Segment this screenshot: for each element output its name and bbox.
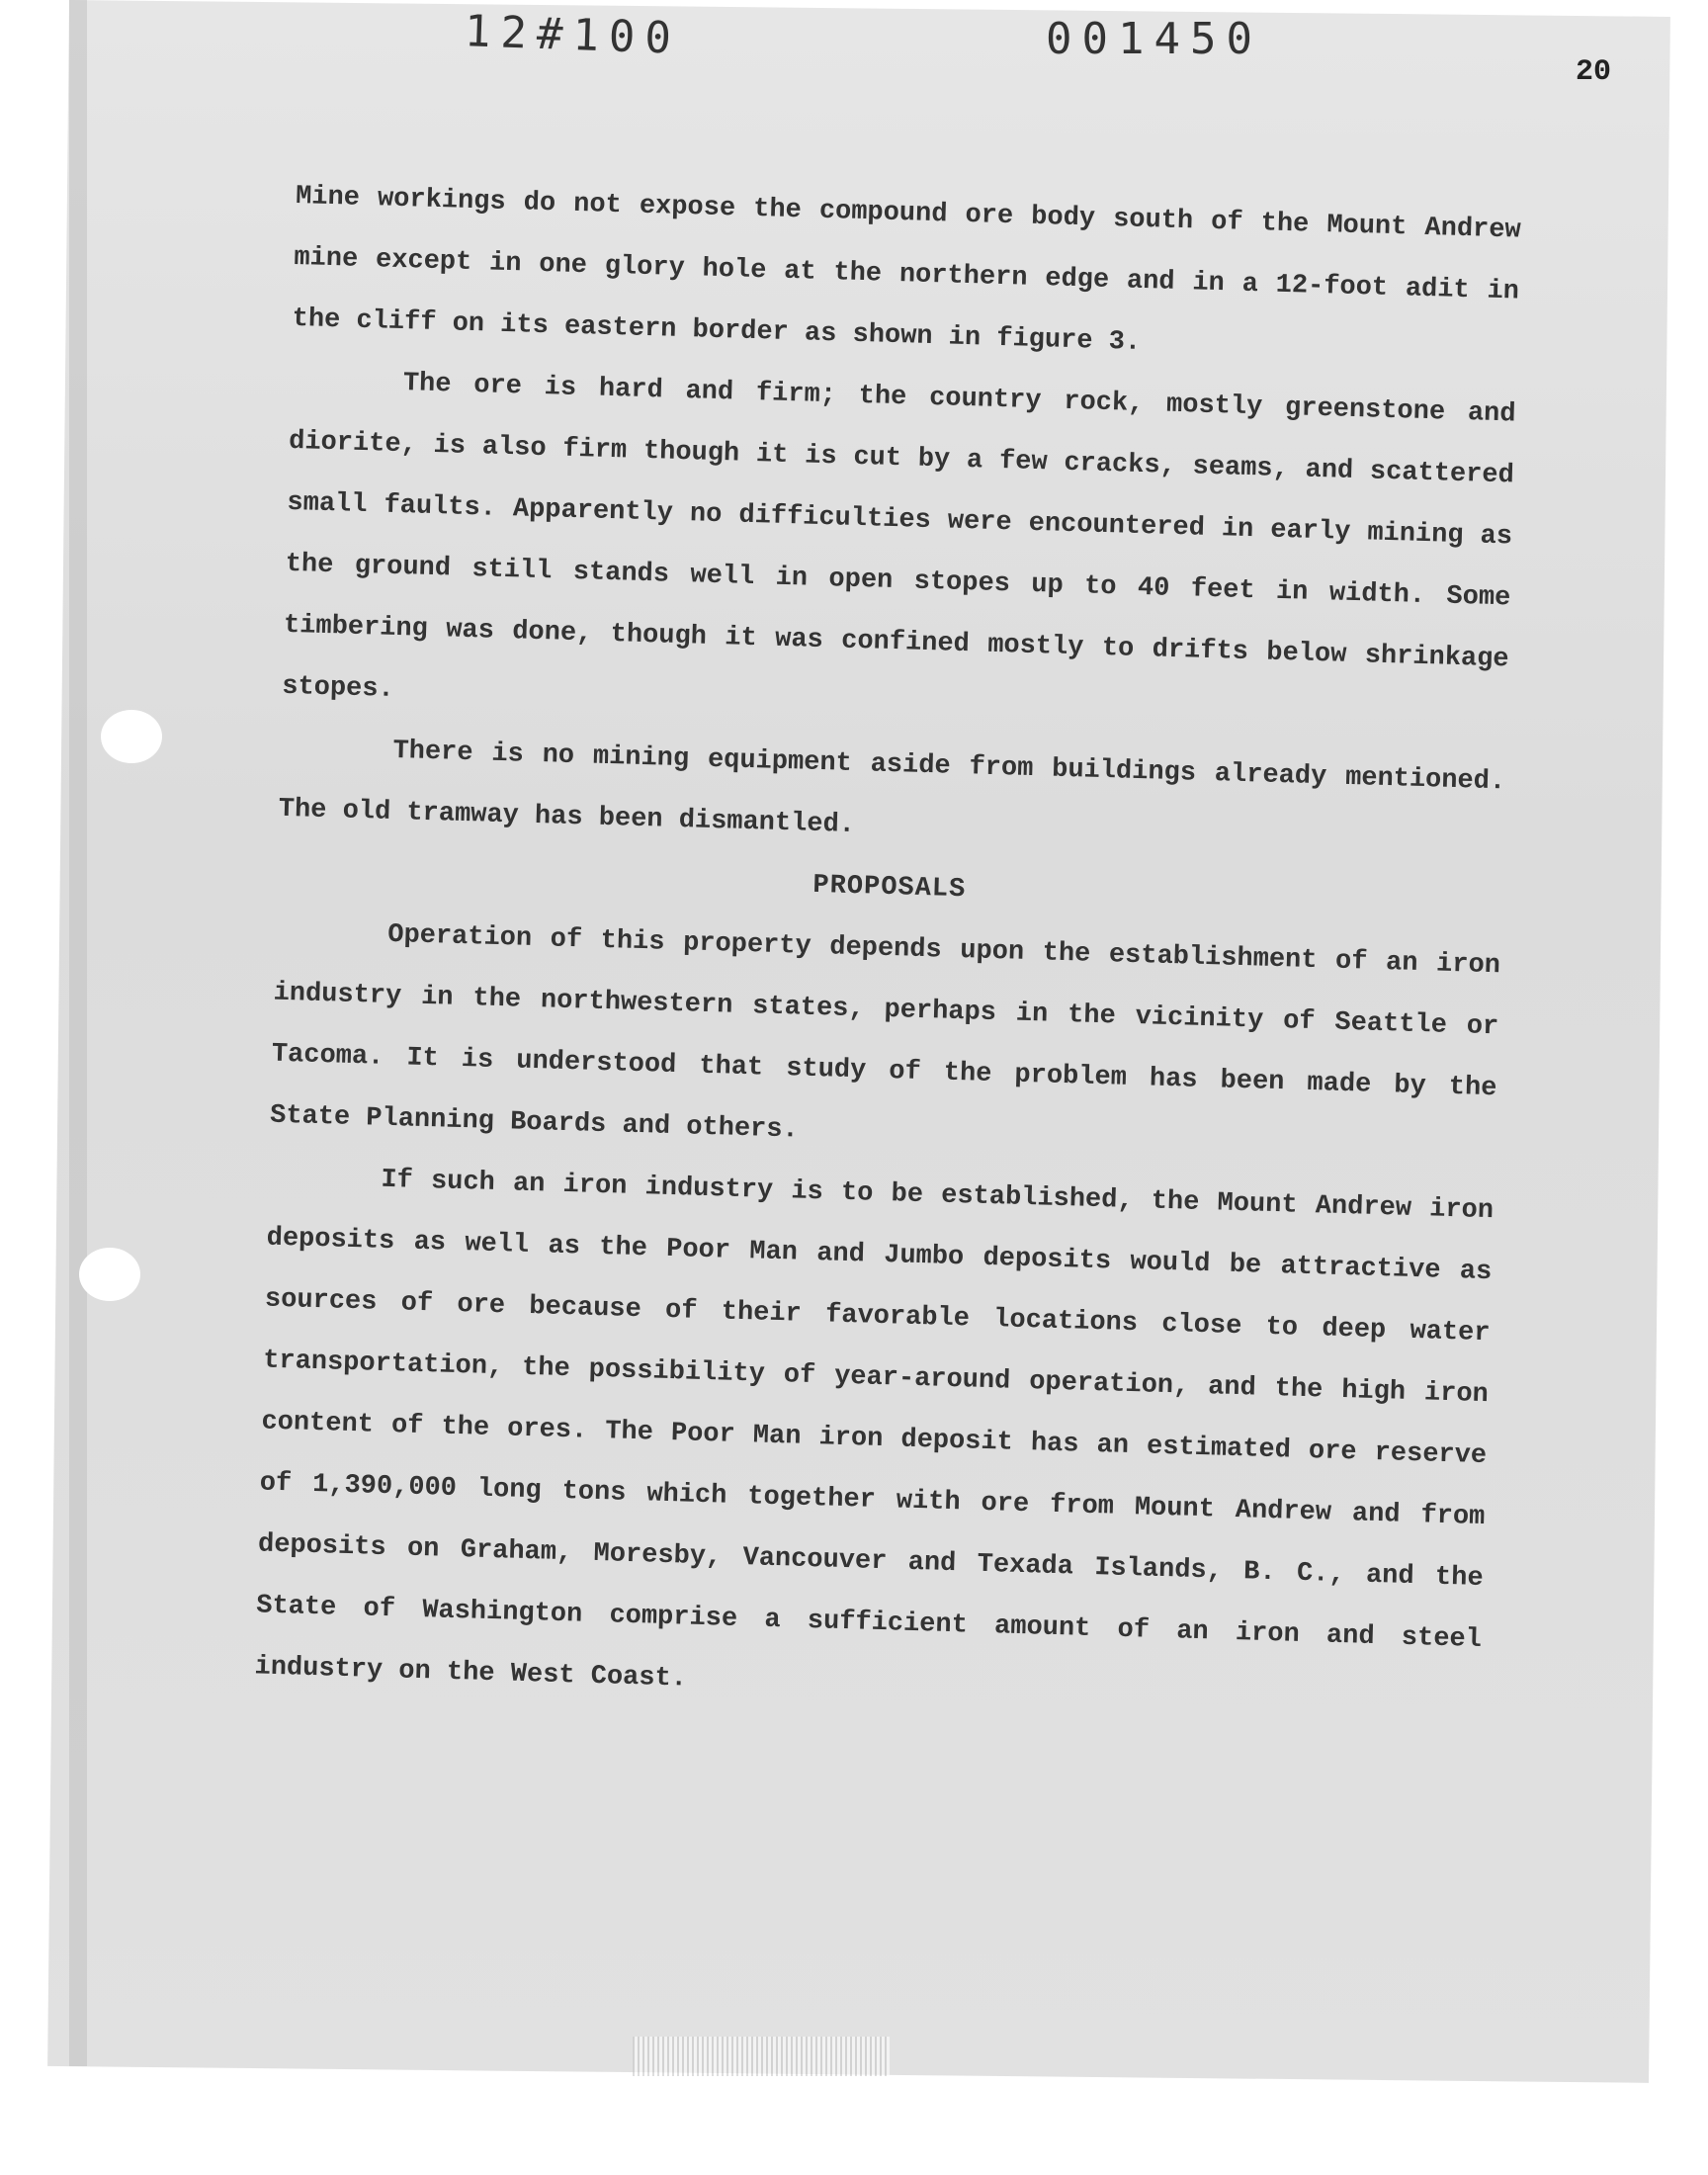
section-heading-proposals: PROPOSALS (812, 870, 967, 906)
document-body (254, 166, 1522, 1732)
page-number: 20 (1576, 55, 1612, 89)
punch-hole-top (101, 710, 162, 763)
punch-hole-bottom (79, 1248, 140, 1301)
paragraph-equipment: There is no mining equipment aside from buildings already mentioned. The old tramway has been dismantled. (278, 736, 1506, 841)
sheet-edge-shadow (69, 0, 87, 2066)
stamp-right: 001450 (1046, 14, 1262, 64)
paragraph-operation: Operation of this property depends upon the establishment of an iron industry in the northwestern states, perhaps in the vicinity of Seattle or Tacoma. It is understood that study of the problem has been made by the State Planning Boards and others. (269, 919, 1501, 1146)
stamp-left: 12#100 (464, 6, 682, 64)
paragraph-iron-industry: If such an iron industry is to be established, the Mount Andrew iron deposits as well as the Poor Man and Jumbo deposits would be attractive as sources of ore because of their favorable locations close to deep water transportation, the possibility of year-around operation, and the high iron content of the ores. The Poor Man iron deposit has an estimated ore reserve of 1,390,000 long tons which together with ore from Mount Andrew and from deposits on Graham, Moresby, Vancouver and Texada Islands, B. C., and the State of Washington comprise a sufficient amount of an iron and steel industry on the West Coast. (254, 1165, 1494, 1695)
paragraph-mine-workings: Mine workings do not expose the compound ore body south of the Mount Andrew mine except in one glory hole at the northern edge and in a 12-foot adit in the cliff on its eastern border as shown in figure 3. (292, 181, 1522, 358)
paragraph-ore-hardness: The ore is hard and firm; the country rock, mostly greenstone and diorite, is also firm though it is cut by a few cracks, seams, and scattered small faults. Apparently no difficulties were encountered in early mining as the ground still stands well in open stopes up to 40 feet in width. Some timbering was done, though it was confined mostly to drifts below shrinkage stopes. (281, 369, 1516, 705)
scan-artifact (633, 2037, 890, 2076)
